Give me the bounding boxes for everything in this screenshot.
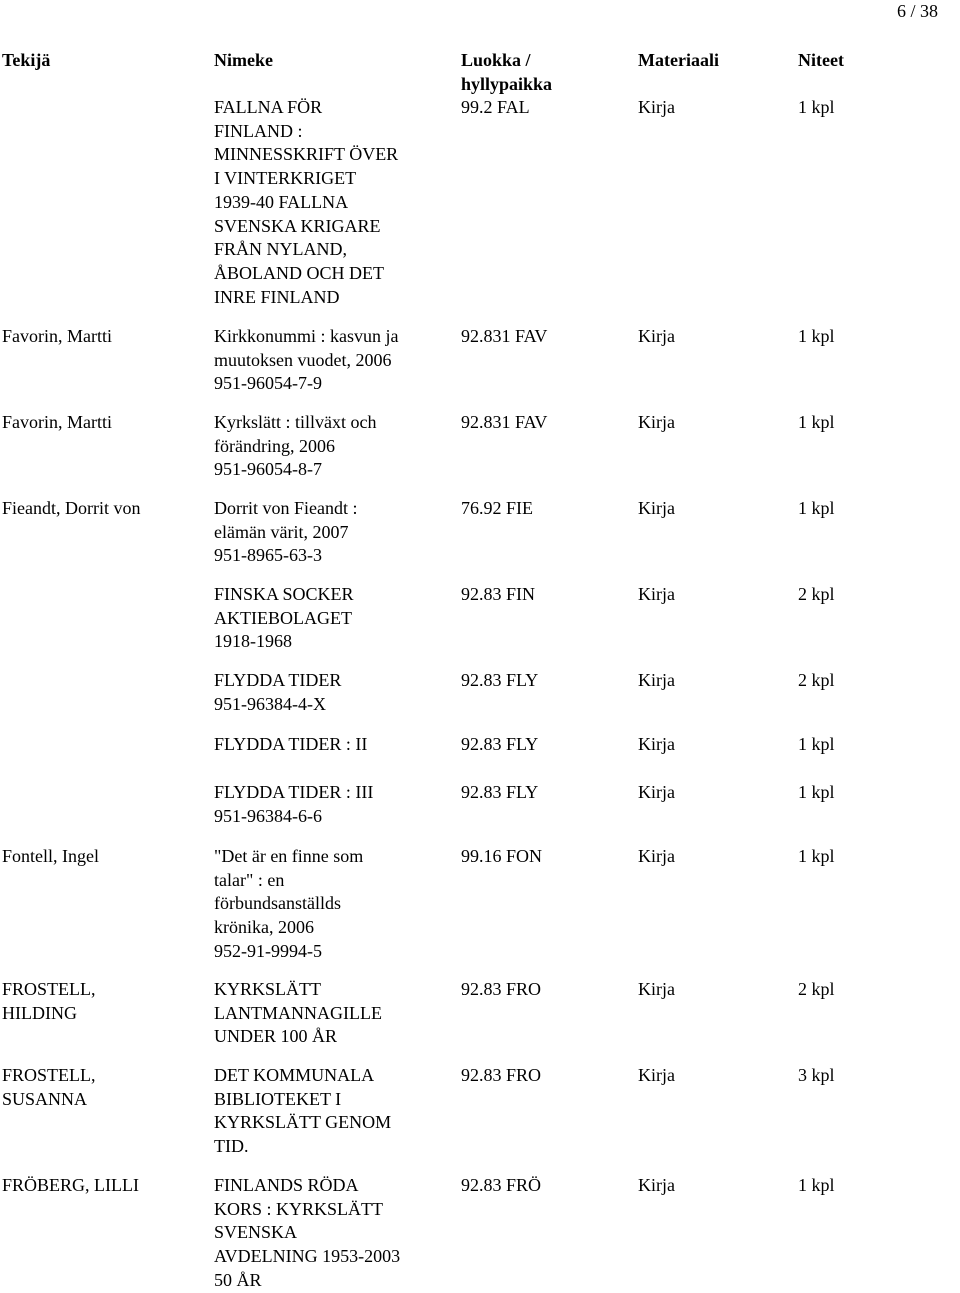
title-cell-line: FINSKA SOCKER	[214, 584, 354, 604]
header-author: Tekijä	[2, 50, 51, 70]
author-cell-line: Fontell, Ingel	[2, 846, 99, 866]
title-cell	[214, 497, 357, 568]
class-cell: 92.83 FIN	[461, 584, 536, 604]
material-cell: Kirja	[638, 734, 675, 754]
title-cell-line: FINLANDS RÖDA	[214, 1175, 359, 1195]
author-cell-line: HILDING	[2, 1002, 77, 1023]
header-material: Materiaali	[638, 50, 719, 70]
material-cell: Kirja	[638, 846, 675, 866]
class-cell: 99.16 FON	[461, 846, 543, 866]
class-cell: 92.83 FLY	[461, 734, 539, 754]
title-cell-line: MINNESSKRIFT ÖVER	[214, 144, 399, 165]
title-cell-line: muutoksen vuodet, 2006	[214, 349, 392, 370]
copies-cell: 1 kpl	[798, 1175, 835, 1195]
header-title: Nimeke	[214, 50, 273, 70]
class-cell: 92.831 FAV	[461, 326, 548, 346]
title-cell-line: AVDELNING 1953-2003	[214, 1246, 401, 1267]
title-cell	[214, 1174, 400, 1293]
title-cell-line: FALLNA FÖR	[214, 97, 323, 117]
copies-cell: 1 kpl	[798, 326, 835, 346]
title-cell	[214, 1064, 391, 1159]
title-cell	[214, 781, 373, 828]
title-cell-line: 1918-1968	[214, 631, 292, 652]
author-cell-line: Favorin, Martti	[2, 412, 112, 432]
header-class-line: Luokka /	[461, 50, 531, 70]
material-cell: Kirja	[638, 97, 675, 117]
material-cell: Kirja	[638, 584, 675, 604]
title-cell-line: SVENSKA	[214, 1222, 298, 1243]
class-cell: 92.831 FAV	[461, 412, 548, 432]
author-cell	[2, 411, 112, 435]
header-copies: Niteet	[798, 50, 844, 70]
class-cell: 92.83 FRÖ	[461, 1175, 542, 1195]
material-cell: Kirja	[638, 670, 675, 690]
page-number: 6 / 38	[896, 1, 938, 21]
copies-cell: 1 kpl	[798, 412, 835, 432]
title-cell-line: 1939-40 FALLNA	[214, 191, 349, 212]
material-cell: Kirja	[638, 412, 675, 432]
title-cell-line: I VINTERKRIGET	[214, 168, 357, 189]
author-cell	[2, 845, 99, 869]
copies-cell: 1 kpl	[798, 734, 835, 754]
author-cell-line: FROSTELL,	[2, 1065, 96, 1085]
copies-cell: 2 kpl	[798, 670, 835, 690]
material-cell: Kirja	[638, 1175, 675, 1195]
title-cell-line: KYRKSLÄTT GENOM	[214, 1112, 392, 1133]
author-cell	[2, 1174, 139, 1198]
title-cell-line: SVENSKA KRIGARE	[214, 215, 381, 236]
copies-cell: 1 kpl	[798, 782, 835, 802]
title-cell-line: 951-96384-4-X	[214, 693, 326, 714]
material-cell: Kirja	[638, 498, 675, 518]
material-cell: Kirja	[638, 782, 675, 802]
title-cell-line: ÅBOLAND OCH DET	[214, 262, 384, 283]
title-cell-line: 951-96054-7-9	[214, 373, 322, 394]
copies-cell: 1 kpl	[798, 498, 835, 518]
title-cell	[214, 733, 367, 757]
copies-cell: 1 kpl	[798, 846, 835, 866]
copies-cell: 3 kpl	[798, 1065, 835, 1085]
title-cell-line: AKTIEBOLAGET	[214, 607, 352, 628]
title-cell-line: FINLAND :	[214, 120, 303, 141]
title-cell-line: FRÅN NYLAND,	[214, 239, 348, 260]
header-class-line: hyllypaikka	[461, 73, 553, 94]
title-cell-line: elämän värit, 2007	[214, 521, 349, 542]
title-cell-line: förbundsanställds	[214, 893, 341, 914]
title-cell-line: KORS : KYRKSLÄTT	[214, 1198, 384, 1219]
title-cell-line: 952-91-9994-5	[214, 940, 322, 961]
class-cell: 92.83 FRO	[461, 1065, 542, 1085]
author-cell-line: FROSTELL,	[2, 979, 96, 999]
title-cell-line: "Det är en finne som	[214, 846, 364, 866]
copies-cell: 1 kpl	[798, 97, 835, 117]
title-cell-line: 951-96384-6-6	[214, 805, 322, 826]
material-cell: Kirja	[638, 1065, 675, 1085]
class-cell: 99.2 FAL	[461, 97, 530, 117]
title-cell-line: UNDER 100 ÅR	[214, 1026, 338, 1047]
author-cell	[2, 978, 96, 1025]
title-cell	[214, 325, 398, 396]
author-cell	[2, 1064, 96, 1111]
title-cell-line: FLYDDA TIDER	[214, 670, 342, 690]
title-cell-line: LANTMANNAGILLE	[214, 1002, 382, 1023]
title-cell-line: förändring, 2006	[214, 435, 335, 456]
author-cell-line: SUSANNA	[2, 1088, 88, 1109]
title-cell	[214, 978, 382, 1049]
author-cell-line: Favorin, Martti	[2, 326, 112, 346]
title-cell	[214, 96, 398, 309]
material-cell: Kirja	[638, 326, 675, 346]
title-cell-line: Kirkkonummi : kasvun ja	[214, 326, 399, 346]
title-cell	[214, 583, 354, 654]
title-cell-line: krönika, 2006	[214, 917, 314, 938]
copies-cell: 2 kpl	[798, 584, 835, 604]
material-cell: Kirja	[638, 979, 675, 999]
class-cell: 92.83 FRO	[461, 979, 542, 999]
title-cell	[214, 669, 341, 716]
class-cell: 76.92 FIE	[461, 498, 533, 518]
title-cell-line: BIBLIOTEKET I	[214, 1088, 342, 1109]
author-cell	[2, 325, 112, 349]
author-cell-line: Fieandt, Dorrit von	[2, 498, 141, 518]
title-cell-line: FLYDDA TIDER : III	[214, 782, 374, 802]
title-cell	[214, 411, 376, 482]
class-cell: 92.83 FLY	[461, 670, 539, 690]
title-cell-line: 951-8965-63-3	[214, 545, 322, 566]
title-cell-line: FLYDDA TIDER : II	[214, 734, 368, 754]
title-cell	[214, 845, 363, 964]
title-cell-line: Dorrit von Fieandt :	[214, 498, 358, 518]
title-cell-line: talar" : en	[214, 869, 285, 890]
class-cell: 92.83 FLY	[461, 782, 539, 802]
title-cell-line: TID.	[214, 1136, 249, 1157]
author-cell-line: FRÖBERG, LILLI	[2, 1175, 139, 1195]
title-cell-line: INRE FINLAND	[214, 286, 340, 307]
copies-cell: 2 kpl	[798, 979, 835, 999]
title-cell-line: 50 ÅR	[214, 1269, 262, 1290]
author-cell	[2, 497, 140, 521]
title-cell-line: KYRKSLÄTT	[214, 979, 321, 999]
title-cell-line: DET KOMMUNALA	[214, 1065, 375, 1085]
header-class	[461, 49, 552, 96]
title-cell-line: 951-96054-8-7	[214, 459, 322, 480]
title-cell-line: Kyrkslätt : tillväxt och	[214, 412, 377, 432]
